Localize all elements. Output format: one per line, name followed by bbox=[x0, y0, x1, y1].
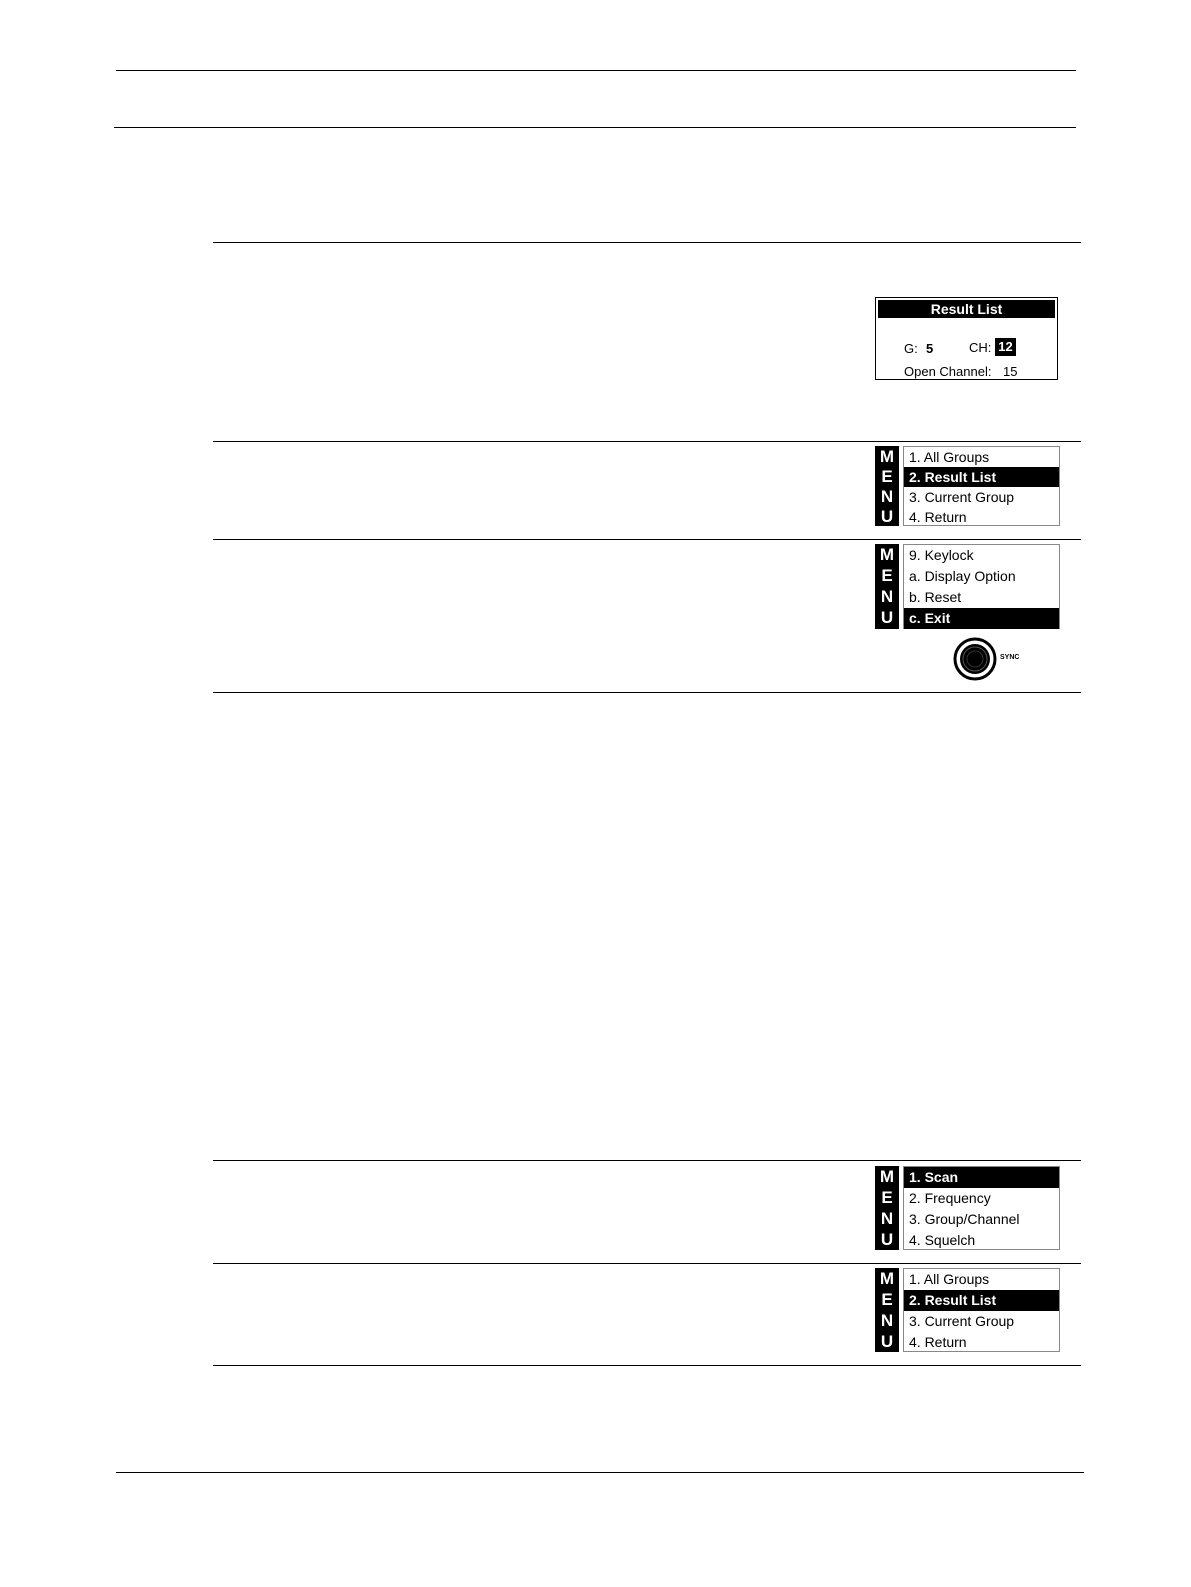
menu-letter: N bbox=[880, 587, 894, 606]
menu-item-list bbox=[903, 446, 1060, 526]
channel-label: CH: bbox=[969, 340, 992, 355]
table-rule bbox=[213, 1263, 1081, 1264]
menu-item[interactable]: 2. Result List bbox=[904, 467, 1059, 487]
menu-letter: M bbox=[879, 545, 895, 564]
header-rule-top bbox=[116, 70, 1076, 71]
open-channel-value: 15 bbox=[1003, 364, 1018, 379]
menu-item[interactable]: 4. Squelch bbox=[909, 1232, 976, 1248]
table-rule bbox=[213, 1365, 1081, 1366]
channel-value: 12 bbox=[995, 338, 1016, 356]
menu-letter: E bbox=[881, 566, 893, 585]
result-list-display bbox=[875, 297, 1058, 380]
menu-item[interactable]: b. Reset bbox=[909, 589, 962, 605]
menu-item[interactable]: 2. Result List bbox=[904, 1290, 1059, 1311]
menu-item[interactable]: 4. Return bbox=[909, 509, 967, 525]
group-value: 5 bbox=[926, 341, 934, 356]
menu-item[interactable]: 9. Keylock bbox=[909, 547, 974, 563]
menu-letter: N bbox=[880, 487, 894, 506]
menu-label-strip bbox=[875, 1268, 899, 1352]
open-channel-label: Open Channel: bbox=[904, 364, 992, 379]
table-rule bbox=[213, 692, 1081, 693]
menu-letter: M bbox=[879, 1269, 895, 1288]
menu-label-strip bbox=[875, 544, 899, 629]
menu-item[interactable]: 1. All Groups bbox=[909, 1271, 990, 1287]
menu-label-strip bbox=[875, 446, 899, 526]
menu-item[interactable]: 3. Group/Channel bbox=[909, 1211, 1020, 1227]
group-label: G: bbox=[904, 341, 918, 356]
menu-letter: E bbox=[881, 467, 893, 486]
menu-item-list bbox=[903, 1166, 1060, 1250]
menu-display-main-page-1 bbox=[875, 1166, 1060, 1250]
menu-item-list bbox=[903, 544, 1060, 629]
menu-label-strip bbox=[875, 1166, 899, 1250]
table-rule bbox=[213, 242, 1081, 243]
table-rule bbox=[213, 1160, 1081, 1161]
menu-display-scan-results-2 bbox=[875, 1268, 1060, 1352]
menu-display-scan-results bbox=[875, 446, 1060, 526]
menu-item-list bbox=[903, 1268, 1060, 1352]
menu-display-main-page-2 bbox=[875, 544, 1060, 629]
menu-letter: E bbox=[881, 1188, 893, 1207]
menu-item[interactable]: c. Exit bbox=[904, 608, 1059, 629]
menu-letter: N bbox=[880, 1209, 894, 1228]
footer-rule bbox=[116, 1472, 1084, 1473]
menu-item[interactable]: 3. Current Group bbox=[909, 489, 1015, 505]
menu-item[interactable]: 3. Current Group bbox=[909, 1313, 1015, 1329]
menu-item[interactable]: 1. Scan bbox=[904, 1167, 1059, 1188]
menu-letter: U bbox=[880, 608, 894, 627]
menu-letter: U bbox=[880, 1230, 894, 1249]
header-rule-bottom bbox=[114, 127, 1076, 128]
menu-item[interactable]: 2. Frequency bbox=[909, 1190, 991, 1206]
menu-letter: U bbox=[880, 507, 894, 526]
display-title: Result List bbox=[878, 300, 1055, 318]
menu-letter: M bbox=[879, 447, 895, 466]
menu-letter: M bbox=[879, 1167, 895, 1186]
menu-letter: N bbox=[880, 1311, 894, 1330]
menu-letter: U bbox=[880, 1332, 894, 1351]
table-rule bbox=[213, 441, 1081, 442]
table-rule bbox=[213, 539, 1081, 540]
sync-knob-icon[interactable] bbox=[953, 637, 997, 681]
menu-item[interactable]: a. Display Option bbox=[909, 568, 1016, 584]
menu-item[interactable]: 4. Return bbox=[909, 1334, 967, 1350]
menu-letter: E bbox=[881, 1290, 893, 1309]
sync-label: SYNC bbox=[1000, 654, 1020, 661]
menu-item[interactable]: 1. All Groups bbox=[909, 449, 990, 465]
